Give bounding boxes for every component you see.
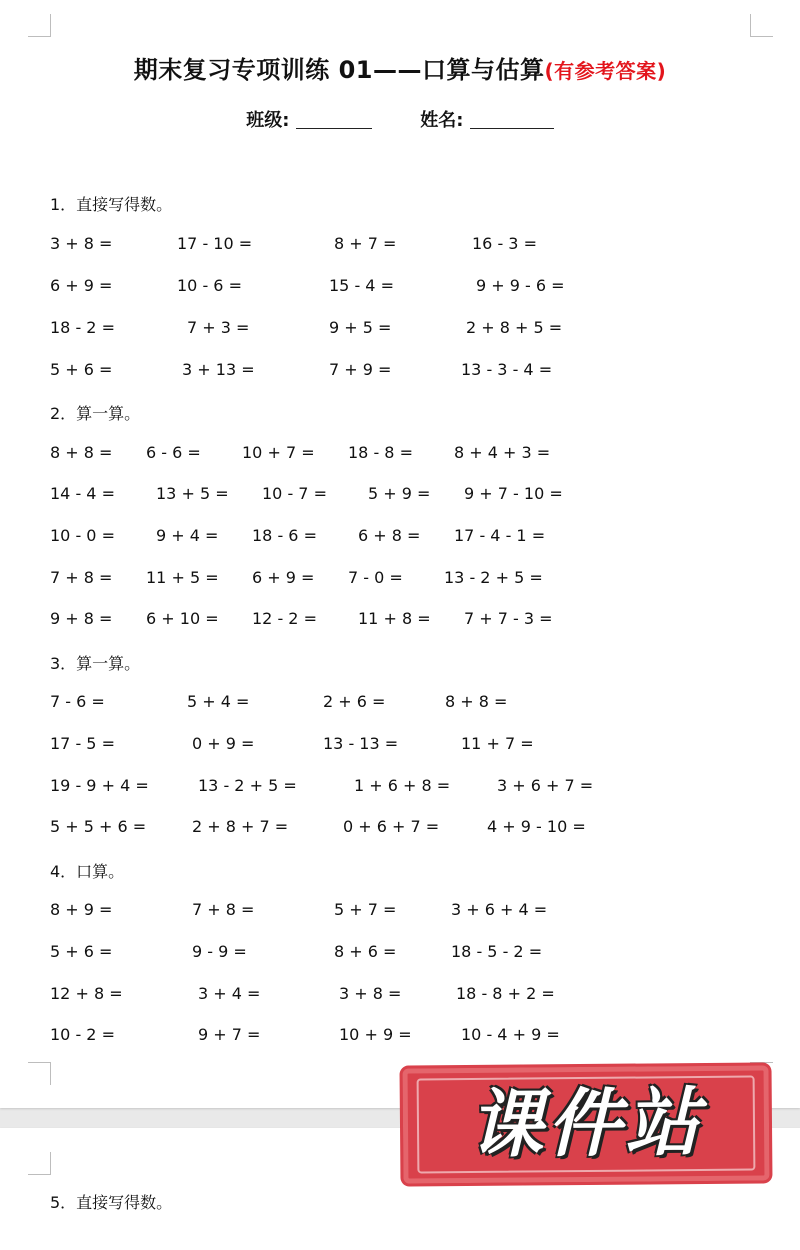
title-text: 期末复习专项训练 01——口算与估算: [133, 56, 545, 84]
math-problem: 11 + 5 =: [146, 568, 219, 587]
problem-row: [0, 734, 800, 754]
math-problem: 8 + 9 =: [50, 900, 113, 919]
problem-row: [0, 484, 800, 504]
problem-row: [0, 318, 800, 338]
math-problem: 7 + 8 =: [50, 568, 113, 587]
math-problem: 7 + 3 =: [187, 318, 250, 337]
class-blank[interactable]: [296, 110, 372, 129]
problem-row: [0, 776, 800, 796]
worksheet-title: [0, 50, 800, 85]
name-label: 姓名:: [420, 110, 464, 131]
section-4-label: 4．口算。: [50, 862, 125, 881]
problem-row: [0, 234, 800, 254]
math-problem: 10 - 6 =: [177, 276, 242, 295]
problem-row: [0, 360, 800, 380]
math-problem: 17 - 10 =: [177, 234, 253, 253]
math-problem: 3 + 13 =: [182, 360, 255, 379]
math-problem: 10 + 9 =: [339, 1025, 412, 1044]
math-problem: 18 - 2 =: [50, 318, 115, 337]
math-problem: 13 + 5 =: [156, 484, 229, 503]
math-problem: 12 - 2 =: [252, 609, 317, 628]
math-problem: 8 + 8 =: [50, 443, 113, 462]
math-problem: 11 + 7 =: [461, 734, 534, 753]
math-problem: 3 + 8 =: [339, 984, 402, 1003]
math-problem: 16 - 3 =: [472, 234, 537, 253]
section-3-label: 3．算一算。: [50, 654, 141, 673]
math-problem: 7 + 9 =: [329, 360, 392, 379]
math-problem: 9 - 9 =: [192, 942, 247, 961]
math-problem: 6 + 9 =: [252, 568, 315, 587]
math-problem: 13 - 2 + 5 =: [198, 776, 297, 795]
math-problem: 10 - 7 =: [262, 484, 327, 503]
problem-row: [0, 609, 800, 629]
math-problem: 13 - 3 - 4 =: [461, 360, 553, 379]
math-problem: 6 + 10 =: [146, 609, 219, 628]
math-problem: 5 + 9 =: [368, 484, 431, 503]
math-problem: 5 + 7 =: [334, 900, 397, 919]
margin-corner-mark: [28, 1062, 51, 1085]
math-problem: 9 + 9 - 6 =: [476, 276, 565, 295]
problem-row: [0, 1025, 800, 1045]
math-problem: 11 + 8 =: [358, 609, 431, 628]
math-problem: 0 + 6 + 7 =: [343, 817, 440, 836]
math-problem: 15 - 4 =: [329, 276, 394, 295]
math-problem: 8 + 4 + 3 =: [454, 443, 551, 462]
math-problem: 3 + 4 =: [198, 984, 261, 1003]
math-problem: 5 + 4 =: [187, 692, 250, 711]
problem-row: [0, 568, 800, 588]
section-2-label: 2．算一算。: [50, 404, 141, 423]
problem-row: [0, 942, 800, 962]
math-problem: 3 + 8 =: [50, 234, 113, 253]
problem-row: [0, 443, 800, 463]
math-problem: 10 - 2 =: [50, 1025, 115, 1044]
problem-row: [0, 900, 800, 920]
math-problem: 18 - 8 + 2 =: [456, 984, 555, 1003]
math-problem: 6 + 9 =: [50, 276, 113, 295]
math-problem: 9 + 7 - 10 =: [464, 484, 563, 503]
math-problem: 13 - 2 + 5 =: [444, 568, 543, 587]
math-problem: 12 + 8 =: [50, 984, 123, 1003]
name-blank[interactable]: [470, 110, 554, 129]
math-problem: 19 - 9 + 4 =: [50, 776, 149, 795]
math-problem: 7 - 6 =: [50, 692, 105, 711]
margin-corner-mark: [28, 1152, 51, 1175]
math-problem: 9 + 8 =: [50, 609, 113, 628]
math-problem: 9 + 7 =: [198, 1025, 261, 1044]
math-problem: 10 - 0 =: [50, 526, 115, 545]
math-problem: 18 - 5 - 2 =: [451, 942, 543, 961]
math-problem: 4 + 9 - 10 =: [487, 817, 586, 836]
problem-row: [0, 526, 800, 546]
math-problem: 1 + 6 + 8 =: [354, 776, 451, 795]
problem-row: [0, 817, 800, 837]
section-5-label: 5．直接写得数。: [50, 1193, 173, 1212]
math-problem: 2 + 8 + 5 =: [466, 318, 563, 337]
math-problem: 9 + 4 =: [156, 526, 219, 545]
math-problem: 3 + 6 + 7 =: [497, 776, 594, 795]
math-problem: 5 + 5 + 6 =: [50, 817, 147, 836]
math-problem: 2 + 6 =: [323, 692, 386, 711]
math-problem: 7 + 8 =: [192, 900, 255, 919]
math-problem: 8 + 8 =: [445, 692, 508, 711]
math-problem: 6 - 6 =: [146, 443, 201, 462]
math-problem: 6 + 8 =: [358, 526, 421, 545]
math-problem: 2 + 8 + 7 =: [192, 817, 289, 836]
problem-row: [0, 276, 800, 296]
watermark-stamp: [403, 1065, 770, 1183]
class-label: 班级:: [246, 110, 290, 131]
math-problem: 14 - 4 =: [50, 484, 115, 503]
math-problem: 7 + 7 - 3 =: [464, 609, 553, 628]
math-problem: 5 + 6 =: [50, 942, 113, 961]
math-problem: 17 - 5 =: [50, 734, 115, 753]
math-problem: 3 + 6 + 4 =: [451, 900, 548, 919]
math-problem: 17 - 4 - 1 =: [454, 526, 546, 545]
math-problem: 8 + 6 =: [334, 942, 397, 961]
student-info-line: [0, 106, 800, 132]
section-1-label: 1．直接写得数。: [50, 195, 173, 214]
problem-row: [0, 692, 800, 712]
margin-corner-mark: [750, 14, 773, 37]
math-problem: 7 - 0 =: [348, 568, 403, 587]
math-problem: 9 + 5 =: [329, 318, 392, 337]
math-problem: 8 + 7 =: [334, 234, 397, 253]
math-problem: 10 - 4 + 9 =: [461, 1025, 560, 1044]
math-problem: 18 - 8 =: [348, 443, 413, 462]
math-problem: 13 - 13 =: [323, 734, 399, 753]
math-problem: 10 + 7 =: [242, 443, 315, 462]
math-problem: 0 + 9 =: [192, 734, 255, 753]
math-problem: 5 + 6 =: [50, 360, 113, 379]
math-problem: 18 - 6 =: [252, 526, 317, 545]
watermark-text: 课件站: [468, 1079, 704, 1169]
problem-row: [0, 984, 800, 1004]
margin-corner-mark: [28, 14, 51, 37]
answer-note: (有参考答案): [544, 59, 667, 83]
